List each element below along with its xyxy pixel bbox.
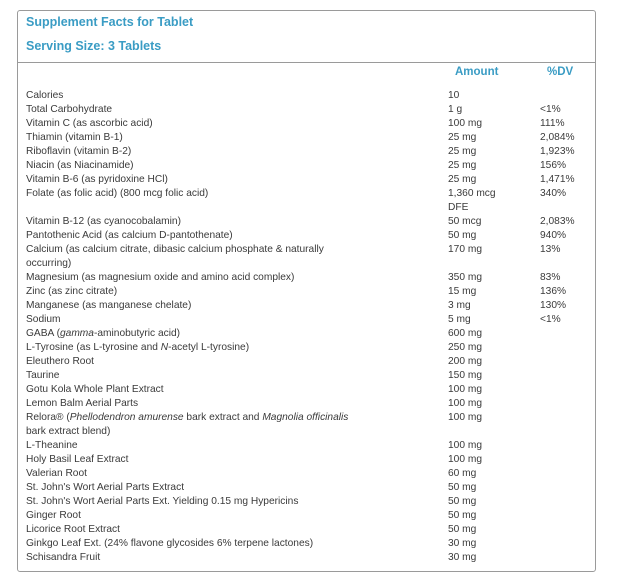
nutrient-row: [26, 537, 594, 551]
nutrient-row: [26, 271, 594, 285]
nutrient-name: Lemon Balm Aerial Parts: [26, 398, 139, 409]
nutrient-name: Manganese (as manganese chelate): [26, 300, 192, 311]
nutrient-amount: 100 mg: [448, 398, 482, 409]
nutrient-dv: <1%: [540, 104, 561, 115]
nutrient-dv: <1%: [540, 314, 561, 325]
nutrient-amount: 25 mg: [448, 146, 477, 157]
nutrient-name: L-Tyrosine (as L-tyrosine and N-acetyl L-tyrosine): [26, 342, 250, 353]
nutrient-row: [26, 523, 594, 537]
nutrient-amount: 170 mg: [448, 244, 482, 255]
nutrient-amount: 100 mg: [448, 440, 482, 451]
nutrient-dv: 1,923%: [540, 146, 575, 157]
nutrient-amount: 60 mg: [448, 468, 477, 479]
nutrient-row: [26, 411, 594, 439]
nutrient-amount: 200 mg: [448, 356, 482, 367]
nutrient-row: [26, 453, 594, 467]
nutrient-name: Riboflavin (vitamin B-2): [26, 146, 132, 157]
nutrient-amount: 50 mcg: [448, 216, 482, 227]
nutrient-dv: [540, 523, 594, 537]
nutrient-amount: 25 mg: [448, 174, 477, 185]
column-header-amount: Amount: [455, 66, 499, 78]
nutrient-row: [26, 495, 594, 509]
nutrient-dv: 13%: [540, 244, 561, 255]
nutrient-row: [26, 397, 594, 411]
nutrient-name: Ginkgo Leaf Ext. (24% flavone glycosides 6% terpene lactones): [26, 538, 314, 549]
nutrient-row: [26, 173, 594, 187]
nutrient-row: [26, 299, 594, 313]
nutrient-name: Vitamin C (as ascorbic acid): [26, 118, 153, 129]
nutrient-row: [26, 131, 594, 145]
nutrient-row: [26, 313, 594, 327]
nutrient-amount: 25 mg: [448, 160, 477, 171]
nutrient-row: [26, 243, 594, 271]
nutrient-amount: 50 mg: [448, 482, 477, 493]
nutrient-row: [26, 341, 594, 355]
nutrient-amount: 100 mg: [448, 454, 482, 465]
nutrient-row: [26, 369, 594, 383]
nutrient-row: [26, 145, 594, 159]
nutrient-name: L-Theanine: [26, 440, 78, 451]
nutrient-name: Valerian Root: [26, 468, 87, 479]
nutrient-row: [26, 229, 594, 243]
nutrient-name: St. John's Wort Aerial Parts Extract: [26, 482, 185, 493]
nutrient-dv: 130%: [540, 300, 567, 311]
nutrient-amount: 150 mg: [448, 370, 482, 381]
nutrient-dv: 156%: [540, 160, 567, 171]
nutrient-name: Eleuthero Root: [26, 356, 94, 367]
nutrient-name: Gotu Kola Whole Plant Extract: [26, 384, 164, 395]
nutrient-amount: 50 mg: [448, 496, 477, 507]
nutrient-name: Ginger Root: [26, 510, 81, 521]
nutrient-dv: [540, 495, 594, 509]
nutrient-name: Calcium (as calcium citrate, dibasic calcium phosphate & naturally occurring): [26, 244, 324, 269]
nutrient-amount: 25 mg: [448, 132, 477, 143]
nutrient-row: [26, 509, 594, 523]
nutrient-row: [26, 187, 594, 215]
nutrient-name: Pantothenic Acid (as calcium D-pantothenate): [26, 230, 233, 241]
nutrient-amount: 100 mg: [448, 412, 482, 423]
nutrient-dv: [540, 89, 594, 103]
nutrient-amount: 1,360 mcg DFE: [448, 188, 496, 213]
nutrient-row: [26, 481, 594, 495]
nutrient-name: Folate (as folic acid) (800 mcg folic acid): [26, 188, 209, 199]
nutrient-amount: 50 mg: [448, 510, 477, 521]
nutrient-amount: 100 mg: [448, 384, 482, 395]
nutrient-dv: [540, 397, 594, 411]
nutrient-row: [26, 467, 594, 481]
nutrient-row: [26, 327, 594, 341]
nutrient-dv: [540, 509, 594, 523]
nutrient-dv: [540, 439, 594, 453]
nutrient-dv: [540, 453, 594, 467]
serving-size: Serving Size: 3 Tablets: [26, 39, 162, 53]
nutrient-dv: [540, 411, 594, 439]
nutrient-amount: 100 mg: [448, 118, 482, 129]
nutrient-row: [26, 285, 594, 299]
nutrient-amount: 50 mg: [448, 230, 477, 241]
nutrient-dv: [540, 383, 594, 397]
nutrient-row: [26, 551, 594, 565]
nutrient-name: Niacin (as Niacinamide): [26, 160, 134, 171]
nutrient-dv: [540, 537, 594, 551]
nutrient-name: Licorice Root Extract: [26, 524, 120, 535]
supplement-facts-panel: [17, 10, 596, 572]
nutrient-name: Relora® (Phellodendron amurense bark extract and Magnolia officinalis bark extract blend): [26, 412, 349, 437]
nutrient-name: Vitamin B-6 (as pyridoxine HCl): [26, 174, 168, 185]
nutrient-name: Taurine: [26, 370, 60, 381]
column-header-dv: %DV: [547, 66, 574, 78]
nutrient-name: Total Carbohydrate: [26, 104, 113, 115]
nutrient-row: [26, 355, 594, 369]
nutrient-row: [26, 383, 594, 397]
panel-header: [18, 11, 595, 63]
nutrient-dv: [540, 467, 594, 481]
nutrient-row: [26, 103, 594, 117]
nutrient-amount: 350 mg: [448, 272, 482, 283]
nutrient-dv: 340%: [540, 188, 567, 199]
nutrient-name: Schisandra Fruit: [26, 552, 101, 563]
nutrient-name: Magnesium (as magnesium oxide and amino acid complex): [26, 272, 295, 283]
nutrient-name: Sodium: [26, 314, 61, 325]
nutrient-amount: 1 g: [448, 104, 463, 115]
nutrient-dv: 940%: [540, 230, 567, 241]
nutrient-name: Vitamin B-12 (as cyanocobalamin): [26, 216, 181, 227]
nutrient-amount: 250 mg: [448, 342, 482, 353]
nutrient-dv: 1,471%: [540, 174, 575, 185]
nutrient-name: Holy Basil Leaf Extract: [26, 454, 129, 465]
nutrient-dv: [540, 355, 594, 369]
nutrient-amount: 15 mg: [448, 286, 477, 297]
nutrient-amount: 10: [448, 90, 460, 101]
panel-title: Supplement Facts for Tablet: [26, 15, 194, 29]
nutrient-dv: 83%: [540, 272, 561, 283]
nutrient-name: Thiamin (vitamin B-1): [26, 132, 123, 143]
nutrient-row: [26, 89, 594, 103]
nutrient-amount: 5 mg: [448, 314, 471, 325]
nutrient-amount: 50 mg: [448, 524, 477, 535]
nutrient-name: Calories: [26, 90, 64, 101]
nutrient-dv: 111%: [540, 118, 565, 129]
nutrient-dv: [540, 551, 594, 565]
nutrient-row: [26, 439, 594, 453]
nutrient-name: GABA (gamma-aminobutyric acid): [26, 328, 181, 339]
nutrient-row: [26, 159, 594, 173]
nutrient-dv: 136%: [540, 286, 567, 297]
nutrient-row: [26, 117, 594, 131]
nutrient-name: Zinc (as zinc citrate): [26, 286, 118, 297]
nutrient-dv: [540, 341, 594, 355]
nutrient-amount: 3 mg: [448, 300, 471, 311]
nutrient-amount: 30 mg: [448, 538, 477, 549]
nutrient-name: St. John's Wort Aerial Parts Ext. Yielding 0.15 mg Hypericins: [26, 496, 299, 507]
nutrient-dv: [540, 481, 594, 495]
nutrient-list: [26, 89, 594, 565]
nutrient-dv: [540, 327, 594, 341]
nutrient-dv: 2,083%: [540, 216, 575, 227]
nutrient-amount: 600 mg: [448, 328, 482, 339]
nutrient-amount: 30 mg: [448, 552, 477, 563]
nutrient-dv: 2,084%: [540, 132, 575, 143]
nutrient-row: [26, 215, 594, 229]
nutrient-dv: [540, 369, 594, 383]
